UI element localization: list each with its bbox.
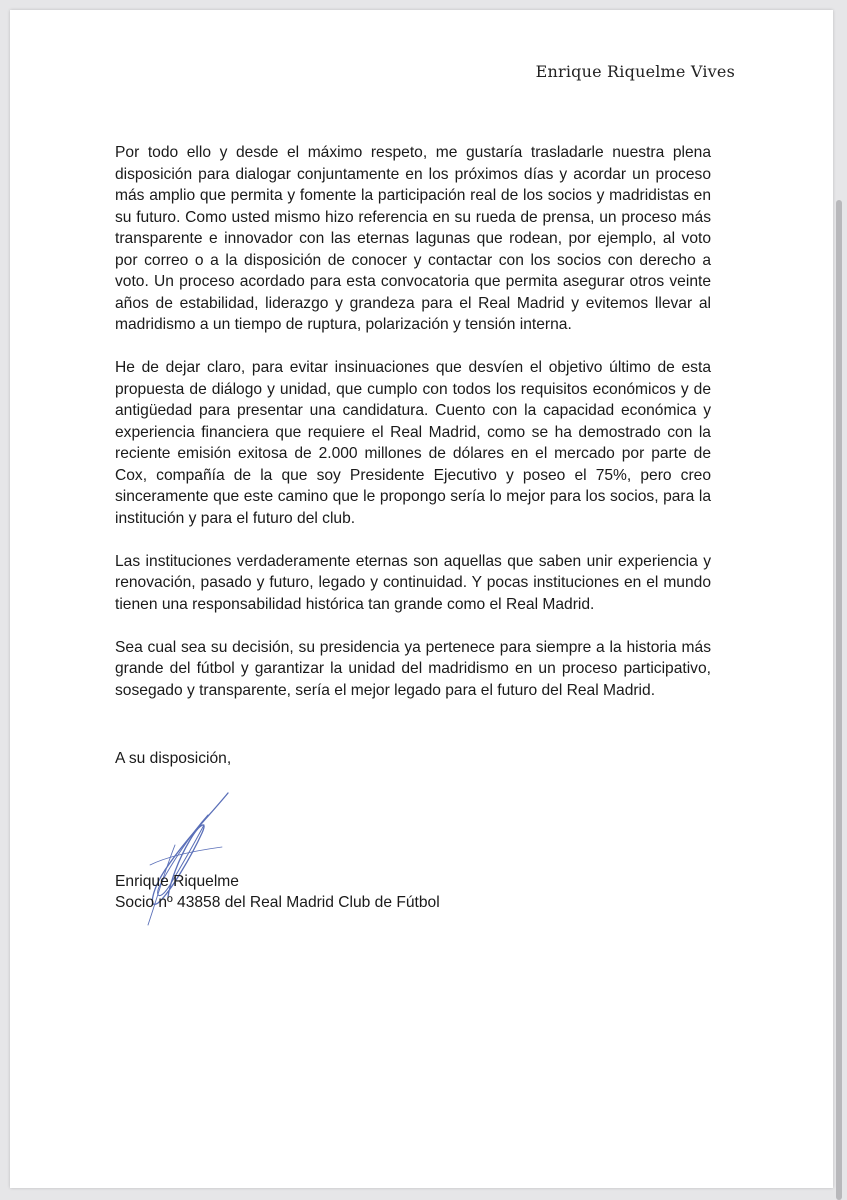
letter-body [115, 142, 711, 723]
closing-line: A su disposición, [115, 750, 232, 767]
letterhead-name: Enrique Riquelme Vives [535, 62, 735, 81]
vertical-scrollbar[interactable] [836, 200, 842, 1200]
paragraph-4: Sea cual sea su decisión, su presidencia ya pertenece para siempre a la historia más grande del fútbol y garantizar la unidad del madridismo en un proceso participativo, sosegado y transparente, sería el mejor legado para el futuro del Real Madrid. [115, 638, 711, 699]
signatory-name: Enrique Riquelme [115, 873, 239, 890]
paragraph-1: Por todo ello y desde el máximo respeto, me gustaría trasladarle nuestra plena disposición para dialogar conjuntamente en los próximos días y acordar un proceso más amplio que permita y fomente la participación real de los socios y madridistas en su futuro. Como usted mismo hizo referencia en su rueda de prensa, un proceso más transparente e innovador con las eternas lagunas que rodean, por ejemplo, al voto por correo o a la disposición de conocer y contactar con los socios con derecho a voto. Un proceso acordado para esta convocatoria que permita asegurar otros veinte años de estabilidad, liderazgo y grandeza para el Real Madrid y evitemos llevar al madridismo a un tiempo de ruptura, polarización y tensión interna. [115, 144, 711, 333]
paragraph-3: Las instituciones verdaderamente eternas son aquellas que saben unir experiencia y renovación, pasado y futuro, legado y continuidad. Y pocas instituciones en el mundo tienen una responsabilidad histórica tan grande como el Real Madrid. [115, 552, 711, 613]
signatory-membership: Socio nº 43858 del Real Madrid Club de Fútbol [115, 894, 440, 911]
paragraph-2: He de dejar claro, para evitar insinuaciones que desvíen el objetivo último de esta propuesta de diálogo y unidad, que cumplo con todos los requisitos económicos y de antigüedad para presentar una candidatura. Cuento con la capacidad económica y experiencia financiera que requiere el Real Madrid, como se ha demostrado con la reciente emisión exitosa de 2.000 millones de dólares en el mercado por parte de Cox, compañía de la que soy Presidente Ejecutivo y poseo el 75%, pero creo sinceramente que este camino que le propongo sería lo mejor para los socios, para la institución y para el futuro del club. [115, 359, 711, 527]
